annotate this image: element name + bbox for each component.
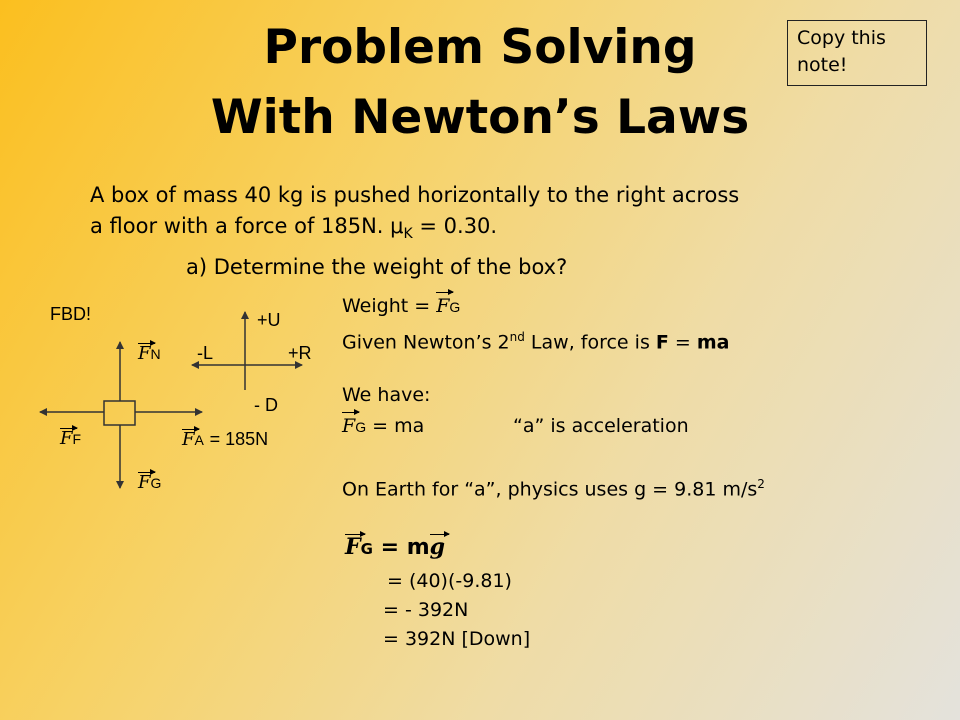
- weight-formula-fg: F: [345, 534, 361, 560]
- applied-force-label: [182, 429, 268, 450]
- normal-force-sub: N: [150, 346, 161, 362]
- applied-force-sub: A: [194, 432, 204, 448]
- weight-formula-g: g: [429, 534, 446, 560]
- weight-formula: [345, 534, 445, 560]
- earth-gravity-line: [342, 470, 765, 504]
- earth-gravity-sup: 2: [757, 477, 765, 491]
- weight-label: Weight =: [342, 295, 437, 317]
- fg-equation: = ma: [366, 415, 425, 437]
- earth-gravity-text: On Earth for “a”, physics uses g = 9.81 m/s: [342, 478, 758, 501]
- calc-step-1: = (40)(-9.81): [387, 570, 512, 592]
- fbd-label: FBD!: [50, 304, 92, 324]
- newton-formula-eq: =: [668, 331, 697, 354]
- axis-left-label: -L: [197, 343, 214, 363]
- problem-line-2-text: a floor with a force of 185N. μ: [90, 214, 404, 238]
- we-have-label: We have:: [342, 384, 431, 406]
- weight-formula-eq: = m: [372, 535, 430, 560]
- title-line-2: With Newton’s Laws: [210, 90, 750, 145]
- problem-line-2-end: = 0.30.: [412, 214, 498, 238]
- acceleration-note: “a” is acceleration: [513, 415, 689, 437]
- newton-law-sup: nd: [509, 330, 525, 344]
- problem-line-1: A box of mass 40 kg is pushed horizontally to the right across: [90, 183, 740, 207]
- title-line-1: Problem Solving: [263, 20, 697, 75]
- newton-law-text-2: Law, force is: [524, 331, 656, 354]
- newton-formula-ma: ma: [696, 331, 730, 354]
- gravity-force-sub: G: [150, 475, 162, 491]
- applied-force-symbol: F: [182, 429, 195, 450]
- applied-force-value: = 185N: [209, 429, 269, 449]
- weight-symbol: F: [436, 292, 449, 321]
- axis-down-label: - D: [254, 395, 278, 415]
- weight-definition: [342, 292, 460, 322]
- fg-sub: G: [355, 419, 367, 435]
- part-a-question: a) Determine the weight of the box?: [186, 255, 568, 279]
- newton-formula-f: F: [655, 331, 669, 354]
- fg-symbol: F: [342, 412, 355, 441]
- friction-force-symbol: F: [60, 428, 73, 449]
- copy-note-text: Copy this note!: [797, 27, 886, 76]
- weight-formula-sub: G: [360, 540, 373, 558]
- newton-law-text: Given Newton’s 2: [342, 331, 510, 354]
- newton-law-line: [342, 323, 730, 357]
- calc-step-3: = 392N [Down]: [383, 628, 531, 650]
- normal-force-symbol: F: [138, 343, 151, 364]
- box-shape: [104, 401, 135, 425]
- fg-equation-line: [342, 412, 424, 442]
- axis-up-label: +U: [257, 310, 281, 330]
- calc-step-2: = - 392N: [383, 599, 469, 621]
- gravity-force-label: [138, 472, 161, 493]
- gravity-force-symbol: F: [138, 472, 151, 493]
- normal-force-label: [138, 343, 161, 364]
- weight-sub: G: [449, 299, 461, 315]
- friction-force-sub: F: [72, 431, 82, 447]
- mu-subscript: K: [403, 226, 413, 243]
- axis-right-label: +R: [288, 343, 312, 363]
- friction-force-label: [60, 428, 81, 449]
